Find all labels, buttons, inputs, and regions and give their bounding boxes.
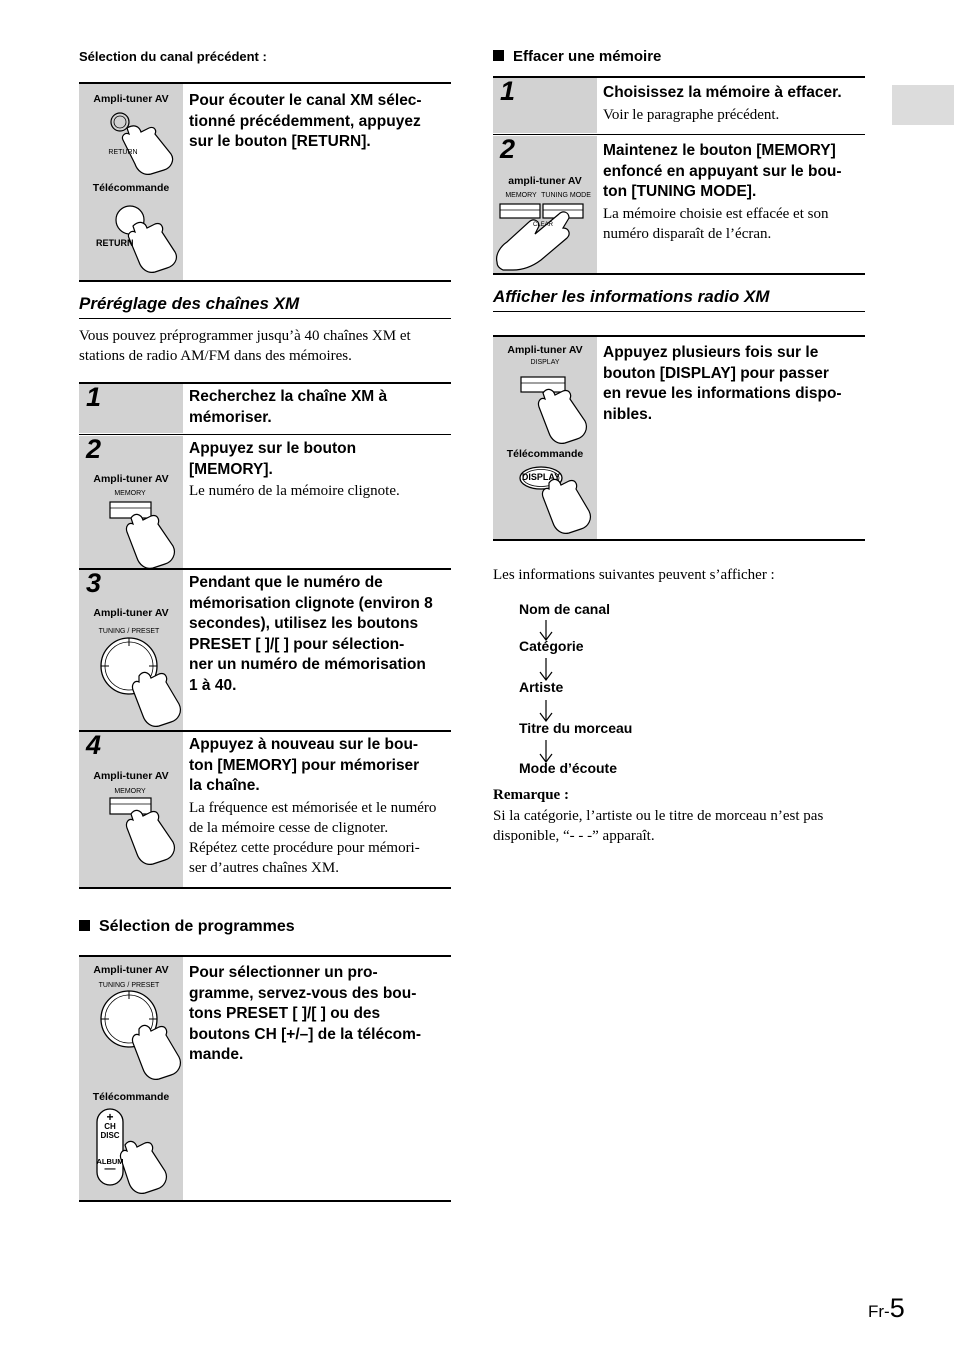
text-line: tionné précédemment, appuyez [189, 112, 421, 130]
square-bullet-icon [79, 920, 90, 931]
remote-label: Télécommande [92, 1091, 170, 1103]
text-line: Le numéro de la mémoire clignote. [189, 483, 400, 499]
clear-small-label: CLEAR [532, 222, 553, 228]
text-line: tons PRESET [ ]/[ ] ou des [189, 1005, 381, 1022]
preset-heading: Préréglage des chaînes XM [79, 294, 300, 313]
square-bullet-icon [493, 50, 504, 61]
step-3-text [189, 573, 451, 696]
text-line: La mémoire choisie est effacée et son [603, 206, 829, 222]
device-label: Ampli-tuner AV [93, 473, 169, 485]
device-label: ampli-tuner AV [508, 175, 582, 187]
display-small-label: DISPLAY [530, 359, 560, 366]
step-number: 2 [86, 434, 102, 464]
tuning-preset-small-label: TUNING / PRESET [98, 982, 160, 989]
step-number: 1 [86, 382, 102, 412]
text-line: Appuyez sur le bouton [189, 440, 357, 457]
tuning-mode-small-label: TUNING MODE [541, 192, 591, 199]
rule [79, 887, 451, 889]
text-line: mémoriser. [189, 408, 272, 426]
text-line: disponible, “- - -” apparaît. [493, 828, 655, 844]
info-intro: Les informations suivantes peuvent s’afficher : [493, 567, 775, 583]
step-number: 3 [86, 568, 102, 598]
album-label: ALBUM [96, 1157, 124, 1166]
text-line: sur le bouton [RETURN]. [189, 133, 371, 150]
device-label: Ampli-tuner AV [507, 344, 583, 356]
rule [79, 434, 451, 435]
rule [79, 1200, 451, 1202]
text-line: Recherchez la chaîne XM à [189, 388, 388, 405]
return-button-label: RETURN [96, 238, 134, 248]
text-line: mémorisation clignote (environ 8 [189, 594, 433, 612]
remote-label: Télécommande [92, 182, 170, 194]
text-line: boutons CH [+/–] de la télécom- [189, 1025, 422, 1043]
ch-minus-label: — [104, 1163, 116, 1175]
heading-text: Sélection de programmes [99, 918, 295, 935]
text-line: secondes), utilisez les boutons [189, 615, 419, 632]
heading-text: Effacer une mémoire [513, 48, 662, 65]
text-line: enfoncé en appuyant sur le bou- [603, 162, 842, 180]
device-label: Ampli-tuner AV [93, 964, 169, 976]
device-label: Ampli-tuner AV [93, 93, 169, 105]
flow-item: Nom de canal [519, 601, 611, 617]
step-number: 2 [500, 134, 516, 164]
page-digit: 5 [889, 1293, 905, 1323]
text-line: La fréquence est mémorisée et le numéro [189, 800, 437, 816]
rule [493, 273, 865, 275]
text-line: stations de radio AM/FM dans des mémoires. [79, 348, 352, 364]
text-line: 1 à 40. [189, 676, 237, 694]
text-line: PRESET [ ]/[ ] pour sélection- [189, 635, 405, 653]
programs-heading [79, 918, 295, 936]
display-button-label: DISPLAY [521, 472, 561, 482]
text-line: Maintenez le bouton [MEMORY] [603, 142, 836, 159]
memory-hand-illustration [79, 732, 183, 887]
text-line: numéro disparaît de l’écran. [603, 226, 772, 242]
text-line: Voir le paragraphe précédent. [603, 107, 780, 123]
text-line: gramme, servez-vous des bou- [189, 984, 417, 1002]
device-label: Ampli-tuner AV [93, 607, 169, 619]
text-line: Appuyez à nouveau sur le bou- [189, 736, 419, 753]
info-heading: Afficher les informations radio XM [493, 287, 770, 306]
return-small-label: RETURN [108, 149, 138, 156]
step-4-sub [189, 798, 454, 878]
text-line: en revue les informations dispo- [603, 385, 842, 402]
memory-small-label: MEMORY [114, 490, 146, 497]
text-line: ton [MEMORY] pour mémoriser [189, 756, 420, 774]
memory-small-label: MEMORY [114, 788, 146, 795]
flow-item: Mode d’écoute [519, 760, 618, 776]
ch-plus-label: + [106, 1110, 114, 1124]
tuning-preset-small-label: TUNING / PRESET [98, 628, 160, 635]
flow-item: Artiste [519, 679, 564, 695]
flow-item: Titre du morceau [519, 720, 633, 736]
text-line: Pour sélectionner un pro- [189, 964, 378, 981]
text-line: nibles. [603, 405, 653, 423]
text-line: Pour écouter le canal XM sélec- [189, 92, 422, 109]
text-line: de la mémoire cesse de clignoter. [189, 820, 389, 836]
programs-instruction [189, 963, 451, 1066]
text-line: [MEMORY]. [189, 460, 273, 478]
text-line: Répétez cette procédure pour mémori- [189, 840, 420, 856]
preset-intro [79, 326, 459, 366]
step-number: 1 [500, 76, 516, 106]
step-2-sub [189, 481, 454, 501]
disc-label: DISC [100, 1131, 120, 1140]
text-line: ner un numéro de mémorisation [189, 656, 426, 673]
step-1-text [189, 387, 449, 428]
device-label: Ampli-tuner AV [93, 770, 169, 782]
rule [79, 280, 451, 282]
remote-label: Télécommande [506, 448, 584, 460]
display-hand-illustration [493, 337, 597, 539]
ch-label: CH [104, 1122, 116, 1131]
note-title: Remarque : [493, 787, 569, 803]
step-number: 4 [86, 730, 102, 760]
erase-step-2-text [603, 141, 865, 203]
text-line: Si la catégorie, l’artiste ou le titre de morceau n’est pas [493, 808, 824, 824]
flow-arrows [536, 618, 556, 768]
text-line: Vous pouvez préprogrammer jusqu’à 40 chaînes XM et [79, 328, 411, 344]
erase-step-1-text [603, 83, 865, 104]
text-line: la chaîne. [189, 777, 260, 794]
rule [79, 318, 451, 319]
step-4-text [189, 735, 451, 797]
text-line: Pendant que le numéro de [189, 574, 383, 591]
return-instruction [189, 91, 449, 153]
rule [493, 134, 865, 135]
step-2-text [189, 439, 449, 480]
page-number [868, 1293, 905, 1324]
erase-heading [493, 48, 661, 65]
rule [493, 311, 865, 312]
erase-step-1-sub [603, 105, 865, 125]
memory-small-label: MEMORY [505, 192, 537, 199]
tuning-knob-illustration [79, 570, 183, 730]
page-tab-marker [892, 85, 954, 125]
note-text [493, 806, 865, 846]
text-line: Choisissez la mémoire à effacer. [603, 84, 842, 101]
info-instruction [603, 343, 865, 425]
text-line: bouton [DISPLAY] pour passer [603, 364, 829, 382]
memory-hand-illustration [79, 436, 183, 568]
text-line: ton [TUNING MODE]. [603, 183, 757, 200]
text-line: ser d’autres chaînes XM. [189, 860, 339, 876]
flow-item: Catégorie [519, 638, 584, 654]
erase-step-2-sub [603, 204, 865, 244]
page-prefix: Fr- [868, 1302, 890, 1321]
rule [493, 539, 865, 541]
text-line: mande. [189, 1046, 244, 1063]
erase-hand-illustration [493, 136, 597, 273]
previous-channel-heading: Sélection du canal précédent : [79, 49, 267, 64]
text-line: Appuyez plusieurs fois sur le [603, 344, 819, 361]
